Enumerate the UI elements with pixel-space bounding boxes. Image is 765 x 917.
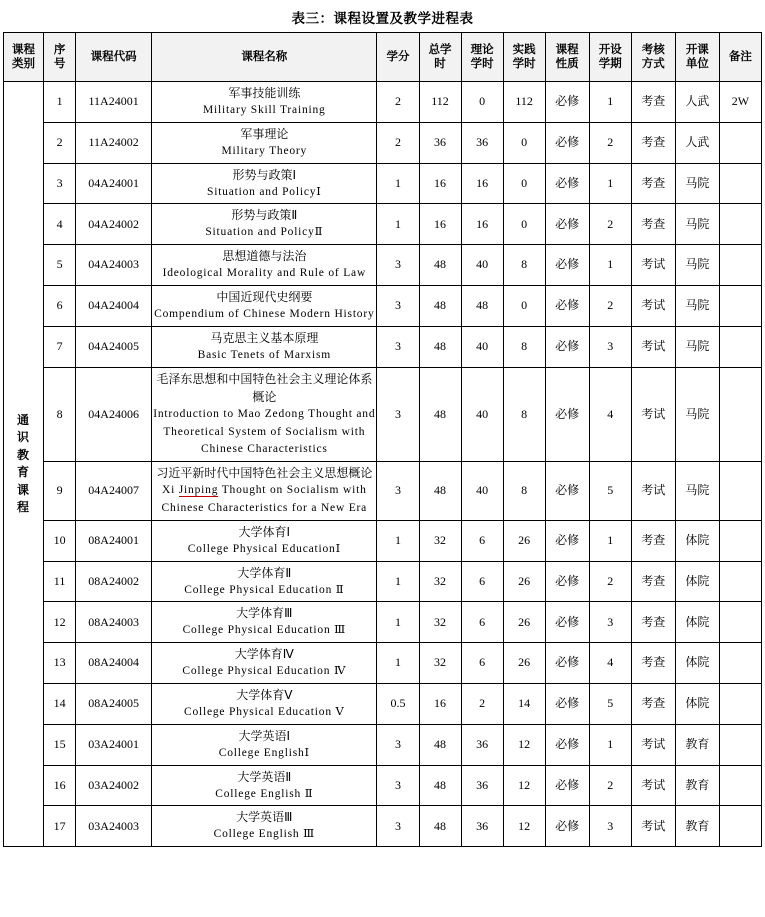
- course-name-cn: 思想道德与法治: [222, 249, 307, 264]
- cell-theory-hours: 0: [461, 82, 503, 123]
- cell-total-hours: 112: [419, 82, 461, 123]
- cell-no: 4: [44, 204, 76, 245]
- header-term: 开设 学期: [589, 33, 631, 82]
- course-name-cn: 毛泽东思想和中国特色社会主义理论体系概论: [156, 371, 373, 404]
- course-name-en: College English Ⅱ: [215, 787, 314, 800]
- cell-term: 1: [589, 520, 631, 561]
- cell-credit: 2: [377, 122, 419, 163]
- cell-dept: 马院: [675, 286, 719, 327]
- cell-course-code: 04A24002: [76, 204, 152, 245]
- course-name-en: College EnglishⅠ: [218, 746, 310, 759]
- course-name-en: Ideological Morality and Rule of Law: [162, 267, 367, 280]
- cell-no: 9: [44, 462, 76, 521]
- cell-nature: 必修: [545, 724, 589, 765]
- cell-dept: 体院: [675, 561, 719, 602]
- cell-course-code: 08A24001: [76, 520, 152, 561]
- table-row: [4, 245, 762, 286]
- cell-course-name: [152, 806, 377, 847]
- header-total-hours: 总学 时: [419, 33, 461, 82]
- table-row: [4, 602, 762, 643]
- cell-no: 14: [44, 684, 76, 725]
- cell-no: 5: [44, 245, 76, 286]
- cell-credit: 3: [377, 367, 419, 461]
- cell-remark: [719, 462, 761, 521]
- cell-term: 4: [589, 643, 631, 684]
- course-name-cn: 形势与政策Ⅱ: [231, 208, 298, 223]
- cell-course-name: [152, 286, 377, 327]
- header-remark: 备注: [719, 33, 761, 82]
- cell-practice-hours: 0: [503, 163, 545, 204]
- cell-nature: 必修: [545, 163, 589, 204]
- cell-practice-hours: 12: [503, 724, 545, 765]
- cell-practice-hours: 26: [503, 643, 545, 684]
- cell-course-code: 03A24003: [76, 806, 152, 847]
- cell-credit: 2: [377, 82, 419, 123]
- cell-no: 13: [44, 643, 76, 684]
- course-name-en: College Physical EducationⅠ: [187, 542, 341, 555]
- cell-dept: 马院: [675, 163, 719, 204]
- cell-course-name: [152, 245, 377, 286]
- cell-course-code: 08A24004: [76, 643, 152, 684]
- cell-total-hours: 32: [419, 520, 461, 561]
- cell-no: 3: [44, 163, 76, 204]
- cell-remark: [719, 326, 761, 367]
- cell-no: 8: [44, 367, 76, 461]
- cell-theory-hours: 16: [461, 163, 503, 204]
- cell-course-name: [152, 561, 377, 602]
- cell-remark: [719, 367, 761, 461]
- cell-assessment: 考试: [631, 286, 675, 327]
- cell-remark: [719, 806, 761, 847]
- cell-course-name: [152, 684, 377, 725]
- cell-total-hours: 36: [419, 122, 461, 163]
- cell-practice-hours: 26: [503, 561, 545, 602]
- cell-credit: 3: [377, 806, 419, 847]
- cell-assessment: 考试: [631, 724, 675, 765]
- course-name-en: College Physical Education Ⅳ: [182, 665, 347, 678]
- cell-total-hours: 32: [419, 602, 461, 643]
- cell-course-name: [152, 326, 377, 367]
- table-row: [4, 163, 762, 204]
- cell-practice-hours: 12: [503, 806, 545, 847]
- cell-term: 1: [589, 724, 631, 765]
- cell-remark: [719, 643, 761, 684]
- cell-no: 1: [44, 82, 76, 123]
- course-name-en: College English Ⅲ: [213, 828, 315, 841]
- table-row: [4, 724, 762, 765]
- cell-practice-hours: 26: [503, 520, 545, 561]
- cell-nature: 必修: [545, 245, 589, 286]
- cell-total-hours: 48: [419, 765, 461, 806]
- cell-theory-hours: 36: [461, 724, 503, 765]
- course-name-cn: 大学体育Ⅴ: [236, 688, 293, 702]
- course-name-cn: 大学体育Ⅲ: [236, 606, 293, 621]
- cell-remark: [719, 163, 761, 204]
- cell-credit: 3: [377, 286, 419, 327]
- cell-term: 3: [589, 602, 631, 643]
- cell-course-name: [152, 765, 377, 806]
- cell-assessment: 考试: [631, 462, 675, 521]
- course-name-cn: 军事技能训练: [228, 86, 301, 100]
- course-name-en: College Physical Education Ⅴ: [183, 706, 345, 718]
- course-name-en: Compendium of Chinese Modern History: [154, 308, 375, 321]
- cell-dept: 教育: [675, 765, 719, 806]
- cell-credit: 1: [377, 520, 419, 561]
- cell-assessment: 考查: [631, 122, 675, 163]
- table-body: [4, 82, 762, 847]
- cell-dept: 马院: [675, 245, 719, 286]
- cell-credit: 1: [377, 602, 419, 643]
- cell-practice-hours: 0: [503, 122, 545, 163]
- course-name-en: Military Skill Training: [203, 104, 326, 116]
- cell-remark: [719, 684, 761, 725]
- cell-no: 7: [44, 326, 76, 367]
- cell-term: 1: [589, 82, 631, 123]
- cell-remark: [719, 286, 761, 327]
- cell-course-code: 11A24002: [76, 122, 152, 163]
- cell-theory-hours: 36: [461, 122, 503, 163]
- table-row: [4, 204, 762, 245]
- cell-term: 5: [589, 462, 631, 521]
- header-code: 课程代码: [76, 33, 152, 82]
- course-name-en: College Physical Education Ⅱ: [184, 583, 345, 596]
- header-name: 课程名称: [152, 33, 377, 82]
- header-dept: 开课 单位: [675, 33, 719, 82]
- cell-nature: 必修: [545, 367, 589, 461]
- cell-assessment: 考试: [631, 367, 675, 461]
- cell-dept: 体院: [675, 520, 719, 561]
- header-category: 课程 类别: [4, 33, 44, 82]
- cell-practice-hours: 12: [503, 765, 545, 806]
- cell-remark: [719, 602, 761, 643]
- cell-practice-hours: 0: [503, 204, 545, 245]
- cell-dept: 人武: [675, 122, 719, 163]
- cell-course-code: 04A24007: [76, 462, 152, 521]
- cell-theory-hours: 36: [461, 806, 503, 847]
- table-row: [4, 462, 762, 521]
- header-no: 序 号: [44, 33, 76, 82]
- cell-remark: [719, 245, 761, 286]
- cell-practice-hours: 8: [503, 326, 545, 367]
- header-theory-hours: 理论 学时: [461, 33, 503, 82]
- table-row: [4, 643, 762, 684]
- cell-term: 1: [589, 163, 631, 204]
- cell-credit: 1: [377, 163, 419, 204]
- cell-theory-hours: 40: [461, 462, 503, 521]
- cell-theory-hours: 40: [461, 326, 503, 367]
- cell-practice-hours: 8: [503, 367, 545, 461]
- cell-practice-hours: 14: [503, 684, 545, 725]
- category-char: 课: [17, 482, 31, 497]
- cell-credit: 1: [377, 561, 419, 602]
- cell-nature: 必修: [545, 643, 589, 684]
- category-cell-general-education: [4, 82, 44, 847]
- cell-total-hours: 16: [419, 204, 461, 245]
- cell-course-name: [152, 643, 377, 684]
- cell-dept: 马院: [675, 462, 719, 521]
- cell-total-hours: 48: [419, 286, 461, 327]
- cell-course-code: 04A24005: [76, 326, 152, 367]
- course-name-cn: 形势与政策Ⅰ: [232, 167, 297, 182]
- cell-no: 12: [44, 602, 76, 643]
- course-schedule-table: [3, 32, 762, 847]
- table-row: [4, 286, 762, 327]
- table-row: [4, 561, 762, 602]
- cell-dept: 马院: [675, 204, 719, 245]
- cell-course-name: [152, 367, 377, 461]
- cell-credit: 0.5: [377, 684, 419, 725]
- cell-nature: 必修: [545, 806, 589, 847]
- cell-theory-hours: 16: [461, 204, 503, 245]
- course-name-cn: 军事理论: [240, 126, 289, 141]
- course-name-cn: 大学体育Ⅳ: [234, 647, 294, 662]
- course-name-en: Military Theory: [221, 144, 308, 157]
- table-row: [4, 82, 762, 123]
- cell-term: 5: [589, 684, 631, 725]
- course-name-en: Xi Jinping Thought on Socialism with Chinese Characteristics for a New Era: [161, 484, 368, 514]
- course-name-cn: 大学英语Ⅱ: [237, 769, 292, 784]
- page-title: 表三：课程设置及教学进程表: [291, 11, 474, 26]
- course-name-en: Basic Tenets of Marxism: [197, 348, 331, 361]
- category-char: 程: [17, 499, 31, 514]
- course-name-cn: 大学英语Ⅰ: [238, 728, 291, 743]
- cell-theory-hours: 6: [461, 520, 503, 561]
- cell-nature: 必修: [545, 462, 589, 521]
- cell-total-hours: 16: [419, 163, 461, 204]
- cell-remark: [719, 204, 761, 245]
- cell-theory-hours: 6: [461, 643, 503, 684]
- table-row: [4, 520, 762, 561]
- cell-no: 6: [44, 286, 76, 327]
- cell-practice-hours: 112: [503, 82, 545, 123]
- cell-course-code: 04A24001: [76, 163, 152, 204]
- cell-total-hours: 48: [419, 245, 461, 286]
- cell-dept: 体院: [675, 643, 719, 684]
- cell-assessment: 考查: [631, 82, 675, 123]
- cell-total-hours: 32: [419, 561, 461, 602]
- course-name-en: Introduction to Mao Zedong Thought and Theoretical System of Socialism with Chinese Characteristics: [153, 407, 376, 456]
- cell-term: 2: [589, 561, 631, 602]
- cell-total-hours: 48: [419, 724, 461, 765]
- cell-remark: [719, 122, 761, 163]
- course-name-cn: 大学体育Ⅱ: [237, 565, 292, 580]
- cell-dept: 马院: [675, 326, 719, 367]
- cell-course-name: [152, 122, 377, 163]
- cell-course-name: [152, 462, 377, 521]
- cell-no: 10: [44, 520, 76, 561]
- cell-term: 2: [589, 204, 631, 245]
- cell-remark: 2W: [719, 82, 761, 123]
- category-char: 教: [17, 447, 31, 462]
- cell-total-hours: 48: [419, 367, 461, 461]
- cell-practice-hours: 8: [503, 245, 545, 286]
- cell-nature: 必修: [545, 561, 589, 602]
- cell-no: 15: [44, 724, 76, 765]
- cell-total-hours: 48: [419, 806, 461, 847]
- cell-course-code: 08A24005: [76, 684, 152, 725]
- cell-total-hours: 48: [419, 462, 461, 521]
- cell-assessment: 考查: [631, 602, 675, 643]
- cell-nature: 必修: [545, 122, 589, 163]
- cell-dept: 体院: [675, 684, 719, 725]
- cell-no: 17: [44, 806, 76, 847]
- category-char: 育: [17, 465, 31, 480]
- cell-nature: 必修: [545, 684, 589, 725]
- cell-term: 2: [589, 122, 631, 163]
- cell-nature: 必修: [545, 520, 589, 561]
- cell-course-name: [152, 724, 377, 765]
- cell-nature: 必修: [545, 602, 589, 643]
- cell-no: 16: [44, 765, 76, 806]
- cell-assessment: 考试: [631, 326, 675, 367]
- cell-no: 2: [44, 122, 76, 163]
- cell-credit: 3: [377, 724, 419, 765]
- cell-theory-hours: 6: [461, 602, 503, 643]
- course-name-cn: 大学英语Ⅲ: [236, 810, 293, 825]
- cell-nature: 必修: [545, 82, 589, 123]
- cell-theory-hours: 40: [461, 245, 503, 286]
- cell-remark: [719, 520, 761, 561]
- cell-term: 2: [589, 286, 631, 327]
- course-name-en: Situation and PolicyⅠ: [207, 185, 322, 198]
- cell-assessment: 考查: [631, 163, 675, 204]
- cell-term: 1: [589, 245, 631, 286]
- cell-credit: 3: [377, 245, 419, 286]
- course-name-en: Situation and PolicyⅡ: [205, 226, 324, 239]
- cell-remark: [719, 765, 761, 806]
- cell-theory-hours: 36: [461, 765, 503, 806]
- cell-term: 2: [589, 765, 631, 806]
- cell-assessment: 考试: [631, 765, 675, 806]
- cell-assessment: 考查: [631, 561, 675, 602]
- cell-total-hours: 48: [419, 326, 461, 367]
- cell-course-code: 04A24004: [76, 286, 152, 327]
- header-credit: 学分: [377, 33, 419, 82]
- cell-assessment: 考试: [631, 245, 675, 286]
- cell-course-code: 03A24001: [76, 724, 152, 765]
- cell-course-code: 11A24001: [76, 82, 152, 123]
- cell-practice-hours: 26: [503, 602, 545, 643]
- cell-term: 3: [589, 326, 631, 367]
- cell-nature: 必修: [545, 286, 589, 327]
- cell-assessment: 考查: [631, 204, 675, 245]
- cell-nature: 必修: [545, 326, 589, 367]
- cell-assessment: 考查: [631, 520, 675, 561]
- cell-course-name: [152, 82, 377, 123]
- category-char: 通: [17, 412, 31, 427]
- category-char: 识: [17, 430, 31, 445]
- header-practice-hours: 实践 学时: [503, 33, 545, 82]
- cell-dept: 教育: [675, 806, 719, 847]
- cell-credit: 3: [377, 765, 419, 806]
- table-row: [4, 684, 762, 725]
- cell-credit: 1: [377, 204, 419, 245]
- cell-dept: 人武: [675, 82, 719, 123]
- cell-theory-hours: 6: [461, 561, 503, 602]
- cell-course-code: 03A24002: [76, 765, 152, 806]
- cell-term: 4: [589, 367, 631, 461]
- cell-course-name: [152, 602, 377, 643]
- table-row: [4, 122, 762, 163]
- cell-remark: [719, 724, 761, 765]
- table-row: [4, 806, 762, 847]
- cell-dept: 马院: [675, 367, 719, 461]
- header-assessment: 考核 方式: [631, 33, 675, 82]
- course-name-cn: 大学体育Ⅰ: [238, 524, 291, 539]
- cell-no: 11: [44, 561, 76, 602]
- header-nature: 课程 性质: [545, 33, 589, 82]
- course-name-cn: 马克思主义基本原理: [210, 330, 319, 345]
- cell-assessment: 考查: [631, 643, 675, 684]
- cell-course-name: [152, 520, 377, 561]
- cell-theory-hours: 40: [461, 367, 503, 461]
- cell-theory-hours: 48: [461, 286, 503, 327]
- cell-course-code: 04A24003: [76, 245, 152, 286]
- cell-credit: 3: [377, 462, 419, 521]
- cell-course-code: 08A24002: [76, 561, 152, 602]
- cell-course-name: [152, 163, 377, 204]
- table-row: [4, 367, 762, 461]
- cell-total-hours: 16: [419, 684, 461, 725]
- cell-dept: 教育: [675, 724, 719, 765]
- cell-assessment: 考试: [631, 806, 675, 847]
- table-header-row: [4, 33, 762, 82]
- cell-practice-hours: 8: [503, 462, 545, 521]
- cell-credit: 1: [377, 643, 419, 684]
- cell-assessment: 考查: [631, 684, 675, 725]
- cell-practice-hours: 0: [503, 286, 545, 327]
- cell-dept: 体院: [675, 602, 719, 643]
- cell-term: 3: [589, 806, 631, 847]
- cell-nature: 必修: [545, 765, 589, 806]
- course-name-cn: 中国近现代史纲要: [216, 290, 313, 305]
- table-row: [4, 765, 762, 806]
- table-row: [4, 326, 762, 367]
- cell-total-hours: 32: [419, 643, 461, 684]
- cell-course-code: 04A24006: [76, 367, 152, 461]
- cell-course-code: 08A24003: [76, 602, 152, 643]
- cell-nature: 必修: [545, 204, 589, 245]
- cell-remark: [719, 561, 761, 602]
- cell-course-name: [152, 204, 377, 245]
- cell-theory-hours: 2: [461, 684, 503, 725]
- course-name-cn: 习近平新时代中国特色社会主义思想概论: [156, 466, 373, 481]
- course-name-en: College Physical Education Ⅲ: [182, 624, 347, 637]
- cell-credit: 3: [377, 326, 419, 367]
